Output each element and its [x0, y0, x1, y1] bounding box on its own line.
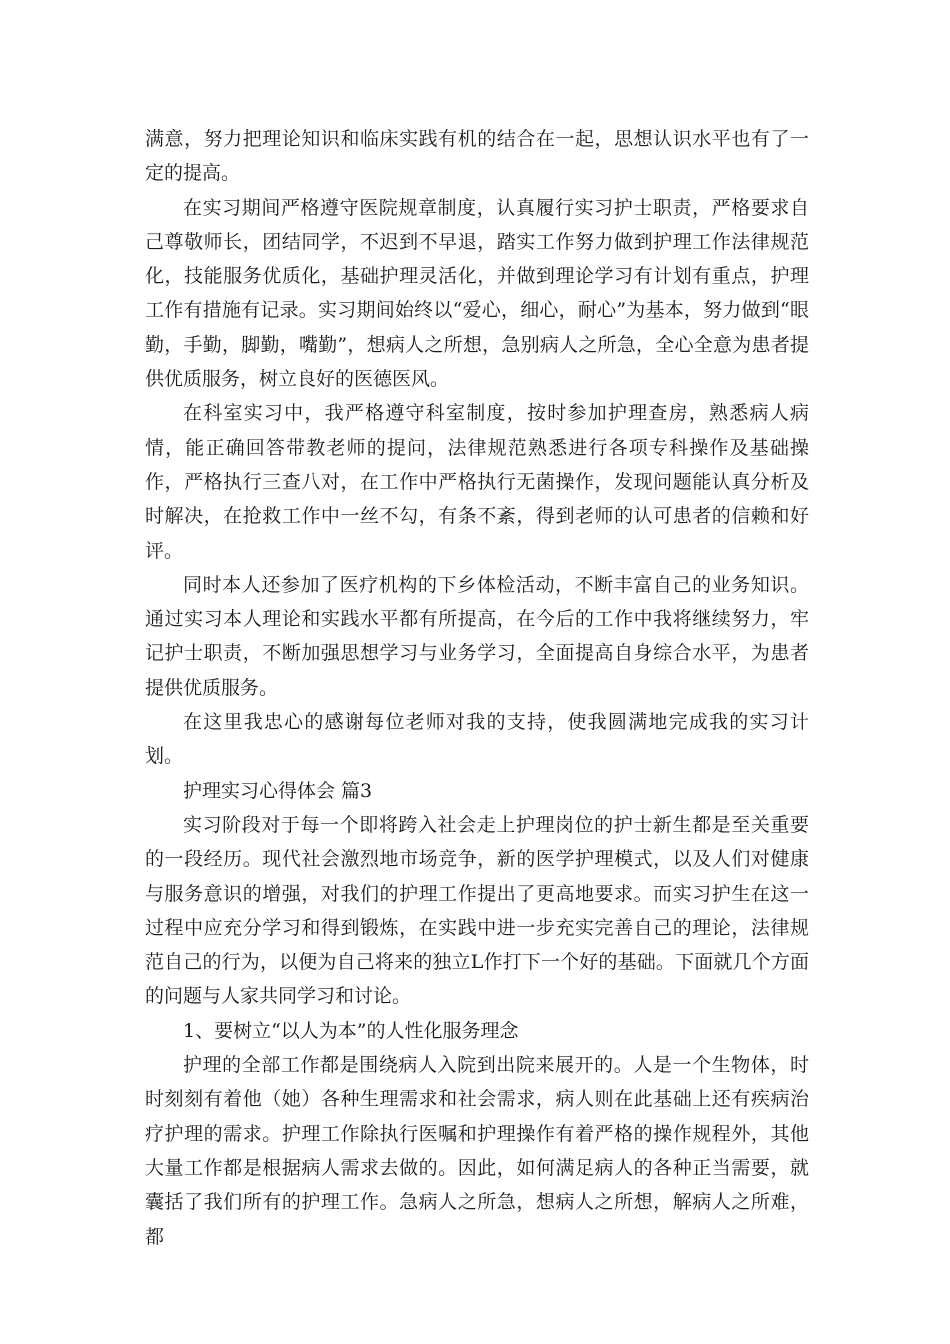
paragraph-department-practice: 在科室实习中，我严格遵守科室制度，按时参加护理查房，熟悉病人病情，能正确回答带教老师的提问，法律规范熟悉进行各项专科操作及基础操作，严格执行三查八对，在工作中严格执行无菌操作，发现问题能认真分析及时解决，在抢救工作中一丝不勾，有条不紊，得到老师的认可患者的信赖和好评。 [145, 402, 809, 562]
paragraph-rural-checkup: 同时本人还参加了医疗机构的下乡体检活动，不断丰富自己的业务知识。通过实习本人理论和实践水平都有所提高，在今后的工作中我将继续努力，牢记护士职责，不断加强思想学习与业务学习，全面提高自身综合水平，为患者提供优质服务。 [145, 573, 809, 699]
section-heading: 护理实习心得体会 篇3 [183, 779, 373, 802]
paragraph-internship-stage: 实习阶段对于每一个即将跨入社会走上护理岗位的护士新生都是至关重要的一段经历。现代社会激烈地市场竞争，新的医学护理模式，以及人们对健康与服务意识的增强，对我们的护理工作提出了更高地要求。而实习护生在这一过程中应充分学习和得到锻炼，在实践中进一步充实完善自己的理论，法律规范自己的行为，以便为自己将来的独立L作打下一个好的基础。下面就几个方面的问题与人家共同学习和讨论。 [145, 813, 809, 1008]
paragraph-continuation: 满意，努力把理论知识和临床实践有机的结合在一起，思想认识水平也有了一定的提高。 [145, 128, 809, 185]
document-body [145, 122, 809, 1254]
subheading-people-oriented: 1、要树立“以人为本”的人性化服务理念 [183, 1019, 519, 1042]
paragraph-nursing-work: 护理的全部工作都是围绕病人入院到出院来展开的。人是一个生物体，时时刻刻有着他（她）各种生理需求和社会需求，病人则在此基础上还有疾病治疗护理的需求。护理工作除执行医嘱和护理操作有着严格的操作规程外，其他大量工作都是根据病人需求去做的。因此，如何满足病人的各种正当需要，就囊括了我们所有的护理工作。急病人之所急，想病人之所想，解病人之所难，都 [145, 1054, 809, 1248]
paragraph-internship-discipline: 在实习期间严格遵守医院规章制度，认真履行实习护士职责，严格要求自己尊敬师长，团结同学，不迟到不早退，踏实工作努力做到护理工作法律规范化，技能服务优质化，基础护理灵活化，并做到理论学习有计划有重点，护理工作有措施有记录。实习期间始终以“爱心，细心，耐心”为基本，努力做到“眼勤，手勤，脚勤，嘴勤”，想病人之所想，急别病人之所急，全心全意为患者提供优质服务，树立良好的医德医风。 [145, 196, 809, 391]
paragraph-thanks: 在这里我忠心的感谢每位老师对我的支持，使我圆满地完成我的实习计划。 [145, 711, 809, 768]
